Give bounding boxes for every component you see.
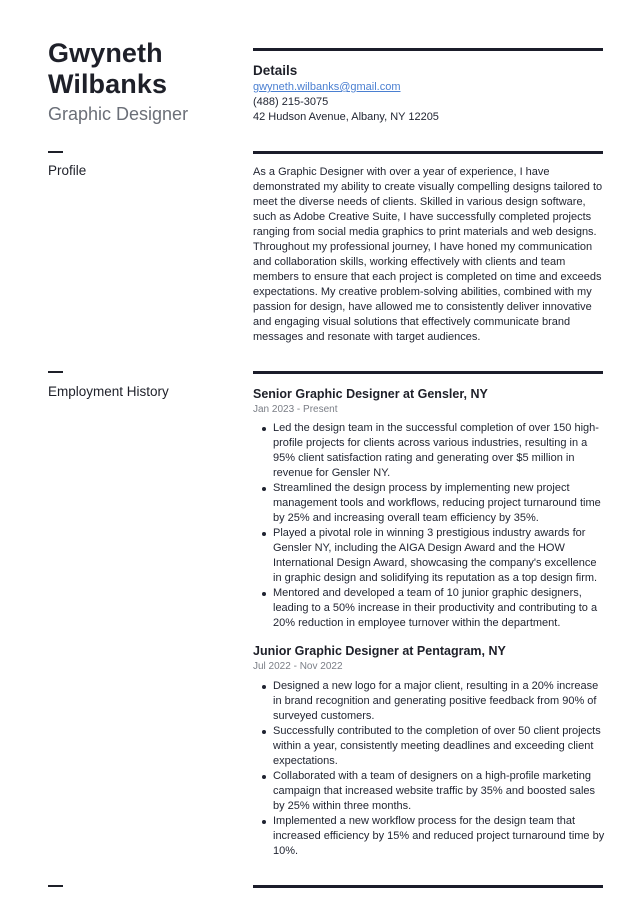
details-heading: Details	[253, 63, 298, 78]
job-title: Junior Graphic Designer at Pentagram, NY	[253, 644, 506, 658]
bullet-dot	[262, 592, 266, 596]
profile-summary: As a Graphic Designer with over a year of experience, I have demonstrated my ability to create visually compelling designs tailored to meet the diverse needs of clients. Skilled in various design software, such as Adobe Creative Suite, I have successfully completed projects ranging from social media graphics to print materials and web designs. Throughout my professional journey, I have honed my communication and collaboration skills, working effectively with clients and team members to ensure that each project is completed on time and exceeds expectations. My creative problem-solving abilities, combined with my passion for design, have allowed me to consistently deliver innovative and engaging visual solutions that effectively communicate brand messages and resonate with target audiences.	[253, 166, 603, 343]
next-section-divider	[253, 885, 603, 888]
bullet-dot	[262, 532, 266, 536]
candidate-name: Gwyneth Wilbanks	[48, 38, 168, 99]
job-bullets	[273, 679, 605, 859]
job-title: Senior Graphic Designer at Gensler, NY	[253, 387, 488, 401]
job-bullet	[273, 679, 605, 724]
job-dates: Jul 2022 - Nov 2022	[253, 661, 343, 672]
employment-dash	[48, 371, 63, 373]
phone-number: (488) 215-3075	[253, 96, 329, 108]
bullet-dot	[262, 487, 266, 491]
job-bullet	[273, 526, 605, 586]
profile-heading: Profile	[48, 163, 87, 178]
candidate-role: Graphic Designer	[48, 104, 189, 124]
job-bullet	[273, 769, 605, 814]
bullet-text: Played a pivotal role in winning 3 prestigious industry awards for Gensler NY, including the AIGA Design Award and the HOW International Design Award, showcasing the company's excellence in graphic design and solidifying its reputation as a top design firm.	[273, 527, 598, 584]
bullet-dot	[262, 730, 266, 734]
job-bullet	[273, 586, 605, 631]
next-section-dash	[48, 885, 63, 887]
employment-heading: Employment History	[48, 384, 169, 399]
bullet-text: Streamlined the design process by implementing new project management tools and workflows, reducing project turnaround time by 25% and increasing overall team efficiency by 35%.	[273, 482, 601, 524]
email-link-row	[253, 80, 401, 94]
details-divider	[253, 48, 603, 51]
employment-divider	[253, 371, 603, 374]
bullet-text: Implemented a new workflow process for the design team that increased efficiency by 15% and reduced project turnaround time by 10%.	[273, 815, 605, 857]
email-link[interactable]: gwyneth.wilbanks@gmail.com	[253, 81, 401, 93]
job-bullet	[273, 724, 605, 769]
job-dates: Jan 2023 - Present	[253, 404, 338, 415]
job-bullet	[273, 481, 605, 526]
address: 42 Hudson Avenue, Albany, NY 12205	[253, 111, 439, 123]
bullet-dot	[262, 685, 266, 689]
bullet-text: Mentored and developed a team of 10 junior graphic designers, leading to a 50% increase in their productivity and contributing to a 20% reduction in employee turnover within the department.	[273, 587, 598, 629]
bullet-text: Collaborated with a team of designers on a high-profile marketing campaign that increased website traffic by 35% and boosted sales by 25% within three months.	[273, 770, 596, 812]
bullet-dot	[262, 427, 266, 431]
profile-dash	[48, 151, 63, 153]
bullet-text: Successfully contributed to the completion of over 50 client projects within a year, consistently meeting deadlines and exceeding client expectations.	[273, 725, 601, 767]
bullet-dot	[262, 820, 266, 824]
bullet-text: Designed a new logo for a major client, resulting in a 20% increase in brand recognition and generating positive feedback from 90% of surveyed customers.	[273, 680, 599, 722]
job-bullet	[273, 421, 605, 481]
bullet-dot	[262, 775, 266, 779]
bullet-text: Led the design team in the successful completion of over 150 high-profile projects for clients across various industries, resulting in a 95% client satisfaction rating and generating over $5 million in revenue for Gensler NY.	[273, 422, 599, 479]
profile-divider	[253, 151, 603, 154]
job-bullets	[273, 421, 605, 631]
job-bullet	[273, 814, 605, 859]
